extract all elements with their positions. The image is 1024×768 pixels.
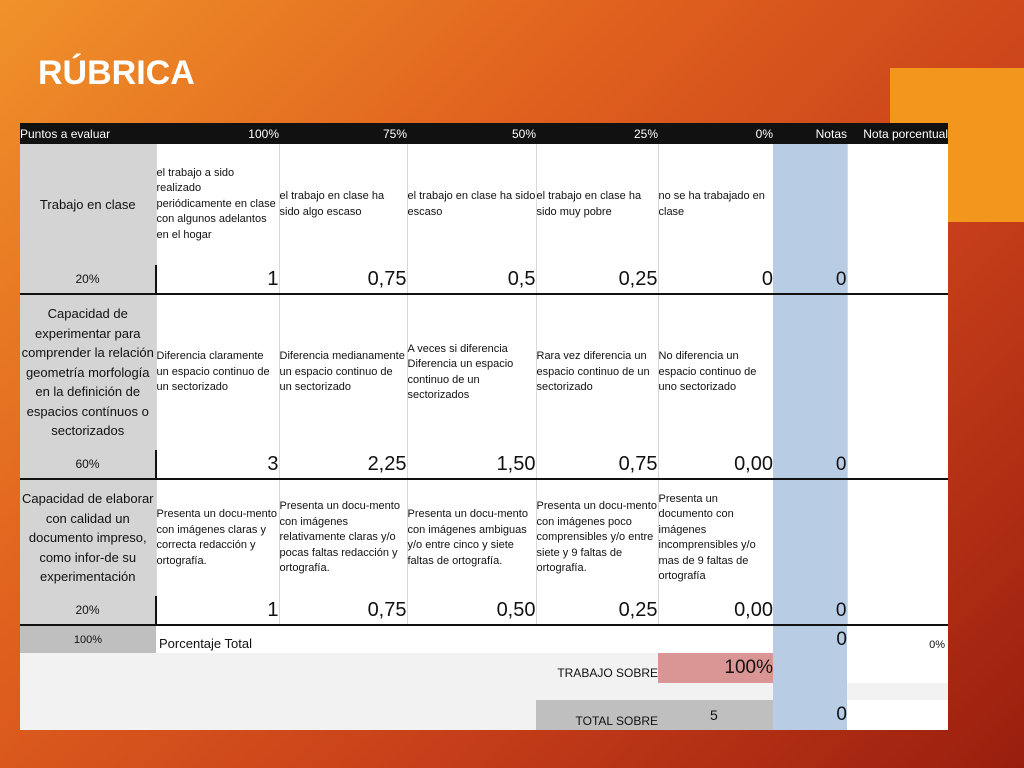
value-cell: 0,75 bbox=[279, 596, 407, 625]
descriptor-cell: Presenta un docu-mento con imágenes poco comprensibles y/o entre siete y 9 faltas de ortografía. bbox=[536, 479, 658, 596]
descriptor-cell: Diferencia medianamente un espacio continuo de un sectorizado bbox=[279, 294, 407, 450]
value-cell: 1 bbox=[156, 596, 279, 625]
nota-porcentual-cell bbox=[847, 144, 948, 294]
value-cell: 0,5 bbox=[407, 265, 536, 294]
criterion-name: Capacidad de elaborar con calidad un documento impreso, como infor-de su experimentación bbox=[20, 479, 156, 596]
descriptor-cell: el trabajo en clase ha sido escaso bbox=[407, 144, 536, 265]
nota-cell bbox=[773, 144, 847, 294]
header-cell: 100% bbox=[156, 123, 279, 144]
nota-cell bbox=[773, 294, 847, 479]
value-cell: 0,00 bbox=[658, 596, 773, 625]
total-sobre-value: 5 bbox=[658, 700, 773, 730]
descriptor-cell: Presenta un documento con imágenes incomprensibles y/o mas de 9 faltas de ortografía bbox=[658, 479, 773, 596]
criterion-weight: 60% bbox=[20, 450, 156, 479]
header-cell: 0% bbox=[658, 123, 773, 144]
value-cell: 0,75 bbox=[536, 450, 658, 479]
header-cell: 75% bbox=[279, 123, 407, 144]
value-cell: 0,75 bbox=[279, 265, 407, 294]
criterion-name: Capacidad de experimentar para comprender la relación geometría morfología en la definición de espacios contínuos o sectorizados bbox=[20, 294, 156, 450]
criterion-weight: 20% bbox=[20, 265, 156, 294]
total-sobre-row bbox=[20, 700, 948, 730]
descriptor-cell: el trabajo en clase ha sido algo escaso bbox=[279, 144, 407, 265]
descriptor-cell: No diferencia un espacio continuo de uno sectorizado bbox=[658, 294, 773, 450]
criterion-row bbox=[20, 479, 948, 596]
trabajo-sobre-row bbox=[20, 653, 948, 683]
header-cell: Nota porcentual bbox=[847, 123, 948, 144]
header-cell: 25% bbox=[536, 123, 658, 144]
trabajo-sobre-label: TRABAJO SOBRE bbox=[536, 653, 658, 683]
descriptor-cell: Presenta un docu-mento con imágenes ambiguas y/o entre cinco y siete faltas de ortografía. bbox=[407, 479, 536, 596]
descriptor-cell: Presenta un docu-mento con imágenes claras y correcta redacción y ortografía. bbox=[156, 479, 279, 596]
total-sobre-label: TOTAL SOBRE bbox=[536, 700, 658, 730]
total-sobre-nota: 0 bbox=[773, 700, 847, 730]
nota-value: 0 bbox=[835, 600, 847, 621]
nota-porcentual-cell bbox=[847, 294, 948, 479]
porcentaje-total-nota: 0 bbox=[773, 625, 847, 653]
value-cell: 1,50 bbox=[407, 450, 536, 479]
value-cell: 1 bbox=[156, 265, 279, 294]
porcentaje-total-pct: 0% bbox=[847, 625, 948, 653]
descriptor-cell: el trabajo a sido realizado periódicamente en clase con algunos adelantos en el hogar bbox=[156, 144, 279, 265]
nota-porcentual-cell bbox=[847, 479, 948, 625]
descriptor-cell: Presenta un docu-mento con imágenes relativamente claras y/o pocas faltas redacción y ortografía. bbox=[279, 479, 407, 596]
porcentaje-total-row bbox=[20, 625, 948, 653]
descriptor-cell: el trabajo en clase ha sido muy pobre bbox=[536, 144, 658, 265]
criterion-row bbox=[20, 294, 948, 450]
nota-value: 0 bbox=[835, 269, 847, 290]
value-cell: 0,25 bbox=[536, 596, 658, 625]
header-cell: Puntos a evaluar bbox=[20, 123, 156, 144]
value-cell: 0,25 bbox=[536, 265, 658, 294]
slide-title: RÚBRICA bbox=[38, 54, 195, 92]
value-cell: 2,25 bbox=[279, 450, 407, 479]
header-cell: 50% bbox=[407, 123, 536, 144]
trabajo-sobre-value: 100% bbox=[658, 653, 773, 683]
criterion-weight: 20% bbox=[20, 596, 156, 625]
value-cell: 0,50 bbox=[407, 596, 536, 625]
value-cell: 0 bbox=[658, 265, 773, 294]
descriptor-cell: Diferencia claramente un espacio continuo de un sectorizado bbox=[156, 294, 279, 450]
criterion-name: Trabajo en clase bbox=[20, 144, 156, 265]
header-row bbox=[20, 123, 948, 144]
total-weight: 100% bbox=[20, 625, 156, 653]
header-cell: Notas bbox=[773, 123, 847, 144]
descriptor-cell: no se ha trabajado en clase bbox=[658, 144, 773, 265]
descriptor-cell: Rara vez diferencia un espacio continuo de un sectorizado bbox=[536, 294, 658, 450]
rubric-table bbox=[20, 123, 948, 730]
value-cell: 0,00 bbox=[658, 450, 773, 479]
porcentaje-total-label: Porcentaje Total bbox=[156, 625, 773, 653]
nota-cell bbox=[773, 479, 847, 625]
descriptor-cell: A veces si diferencia Diferencia un espacio continuo de un sectorizados bbox=[407, 294, 536, 450]
nota-value: 0 bbox=[835, 454, 847, 475]
value-cell: 3 bbox=[156, 450, 279, 479]
criterion-row bbox=[20, 144, 948, 265]
